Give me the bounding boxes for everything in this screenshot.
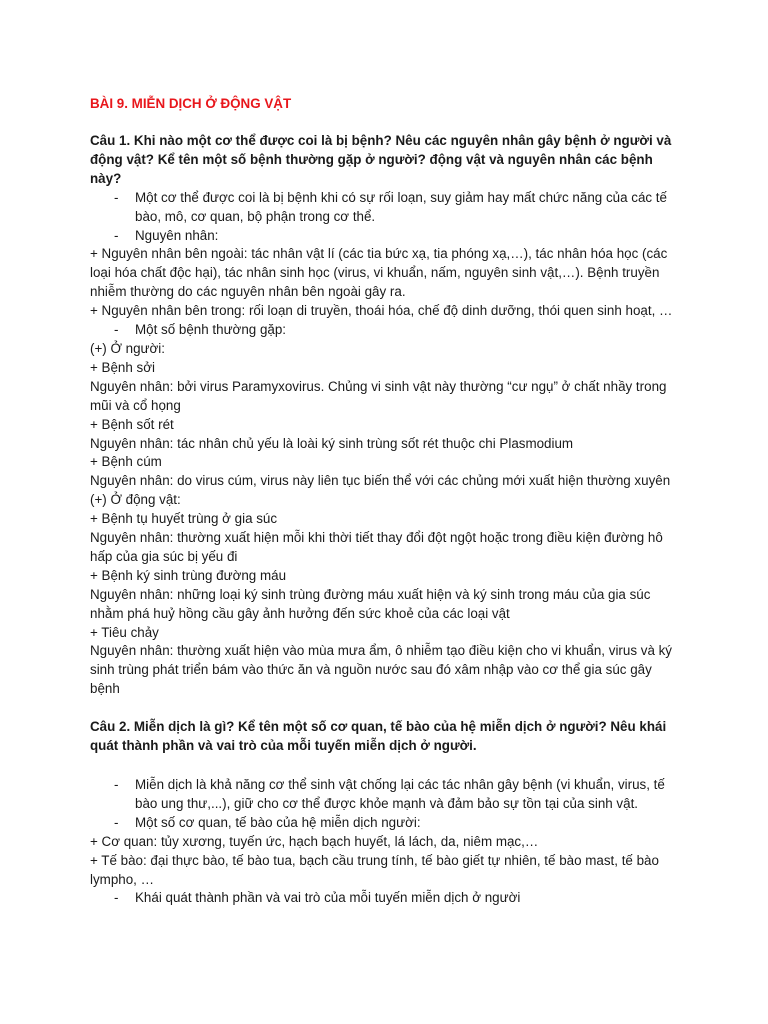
dash-bullet: - (114, 227, 119, 243)
paragraph: + Tế bào: đại thực bào, tế bào tua, bạch cầu trung tính, tế bào giết tự nhiên, tế bào mast, tế bào lympho, … (90, 852, 659, 887)
paragraph: + Bệnh tụ huyết trùng ở gia súc (90, 511, 278, 527)
paragraph: + Cơ quan: tủy xương, tuyến ức, hạch bạch huyết, lá lách, da, niêm mạc,… (90, 833, 539, 849)
paragraph: Nguyên nhân: tác nhân chủ yếu là loài ký sinh trùng sốt rét thuộc chi Plasmodium (90, 435, 574, 451)
list-item-text: Khái quát thành phần và vai trò của mỗi tuyến miễn dịch ở người (135, 890, 521, 906)
paragraph: + Bệnh sốt rét (90, 416, 174, 432)
paragraph: + Bệnh ký sinh trùng đường máu (90, 567, 287, 583)
list-item-text: Một số cơ quan, tế bào của hệ miễn dịch người: (135, 814, 421, 830)
paragraph: + Bệnh sởi (90, 359, 155, 375)
list-item (90, 189, 680, 227)
paragraph: Nguyên nhân: bởi virus Paramyxovirus. Chủng vi sinh vật này thường “cư ngụ” ở chất nhầy trong mũi và cổ họng (90, 378, 667, 413)
list-item (90, 227, 680, 246)
paragraph: + Nguyên nhân bên trong: rối loạn di truyền, thoái hóa, chế độ dinh dưỡng, thói quen sinh hoạt, … (90, 303, 673, 319)
paragraph: Nguyên nhân: thường xuất hiện mỗi khi thời tiết thay đổi đột ngột hoặc trong điều kiện đường hô hấp của gia súc bị yếu đi (90, 530, 663, 564)
list-item (90, 814, 680, 833)
paragraph: Nguyên nhân: do virus cúm, virus này liên tục biến thể với các chủng mới xuất hiện thường xuyên (90, 473, 671, 489)
list-item-text: Một số bệnh thường gặp: (135, 322, 287, 338)
question-1-heading: Câu 1. Khi nào một cơ thể được coi là bị bệnh? Nêu các nguyên nhân gây bệnh ở người và động vật? Kể tên một số bệnh thường gặp ở người? động vật và nguyên nhân các bệnh này? (90, 133, 672, 186)
paragraph: + Tiêu chảy (90, 624, 159, 640)
paragraph: Nguyên nhân: những loại ký sinh trùng đường máu xuất hiện và ký sinh trong máu của gia súc nhằm phá huỷ hồng cầu gây ảnh hưởng đến sức khoẻ của các loại vật (90, 586, 651, 621)
list-item-text: Nguyên nhân: (135, 227, 219, 243)
question-2-heading: Câu 2. Miễn dịch là gì? Kể tên một số cơ quan, tế bào của hệ miễn dịch ở người? Nêu khái quát thành phần và vai trò của mỗi tuyến miễn dịch ở người. (90, 719, 667, 754)
paragraph: (+) Ở người: (90, 340, 165, 356)
paragraph: + Bệnh cúm (90, 454, 162, 470)
list-item-text: Miễn dịch là khả năng cơ thể sinh vật chống lại các tác nhân gây bệnh (vi khuẩn, virus, tế bào ung thư,...), giữ cho cơ thể được khỏe mạnh và đảm bảo sự tồn tại của sinh vật. (135, 777, 665, 811)
paragraph: Nguyên nhân: thường xuất hiện vào mùa mưa ẩm, ô nhiễm tạo điều kiện cho vi khuẩn, virus và ký sinh trùng phát triển bám vào thức ăn và nguồn nước sau đó xâm nhập vào cơ thể gia súc gây bệnh (90, 643, 672, 697)
document-page (90, 95, 680, 908)
dash-bullet: - (114, 322, 119, 338)
list-item (90, 889, 680, 908)
list-item (90, 321, 680, 340)
paragraph: + Nguyên nhân bên ngoài: tác nhân vật lí (các tia bức xạ, tia phóng xạ,…), tác nhân hóa học (các loại hóa chất độc hại), tác nhân sinh học (virus, vi khuẩn, nấm, nguyên sinh vật,…). Bệnh truyền nhiễm thường do các nguyên nhân bên ngoài gây ra. (90, 246, 668, 300)
spacer (90, 756, 680, 776)
list-item-text: Một cơ thể được coi là bị bệnh khi có sự rối loạn, suy giảm hay mất chức năng của các tế bào, mô, cơ quan, bộ phận trong cơ thể. (135, 189, 667, 224)
dash-bullet: - (114, 777, 119, 792)
dash-bullet: - (114, 189, 119, 205)
list-item (90, 776, 680, 814)
dash-bullet: - (114, 814, 119, 830)
page-title: BÀI 9. MIỄN DỊCH Ở ĐỘNG VẬT (90, 96, 292, 111)
dash-bullet: - (114, 890, 119, 906)
paragraph: (+) Ở động vật: (90, 492, 181, 508)
